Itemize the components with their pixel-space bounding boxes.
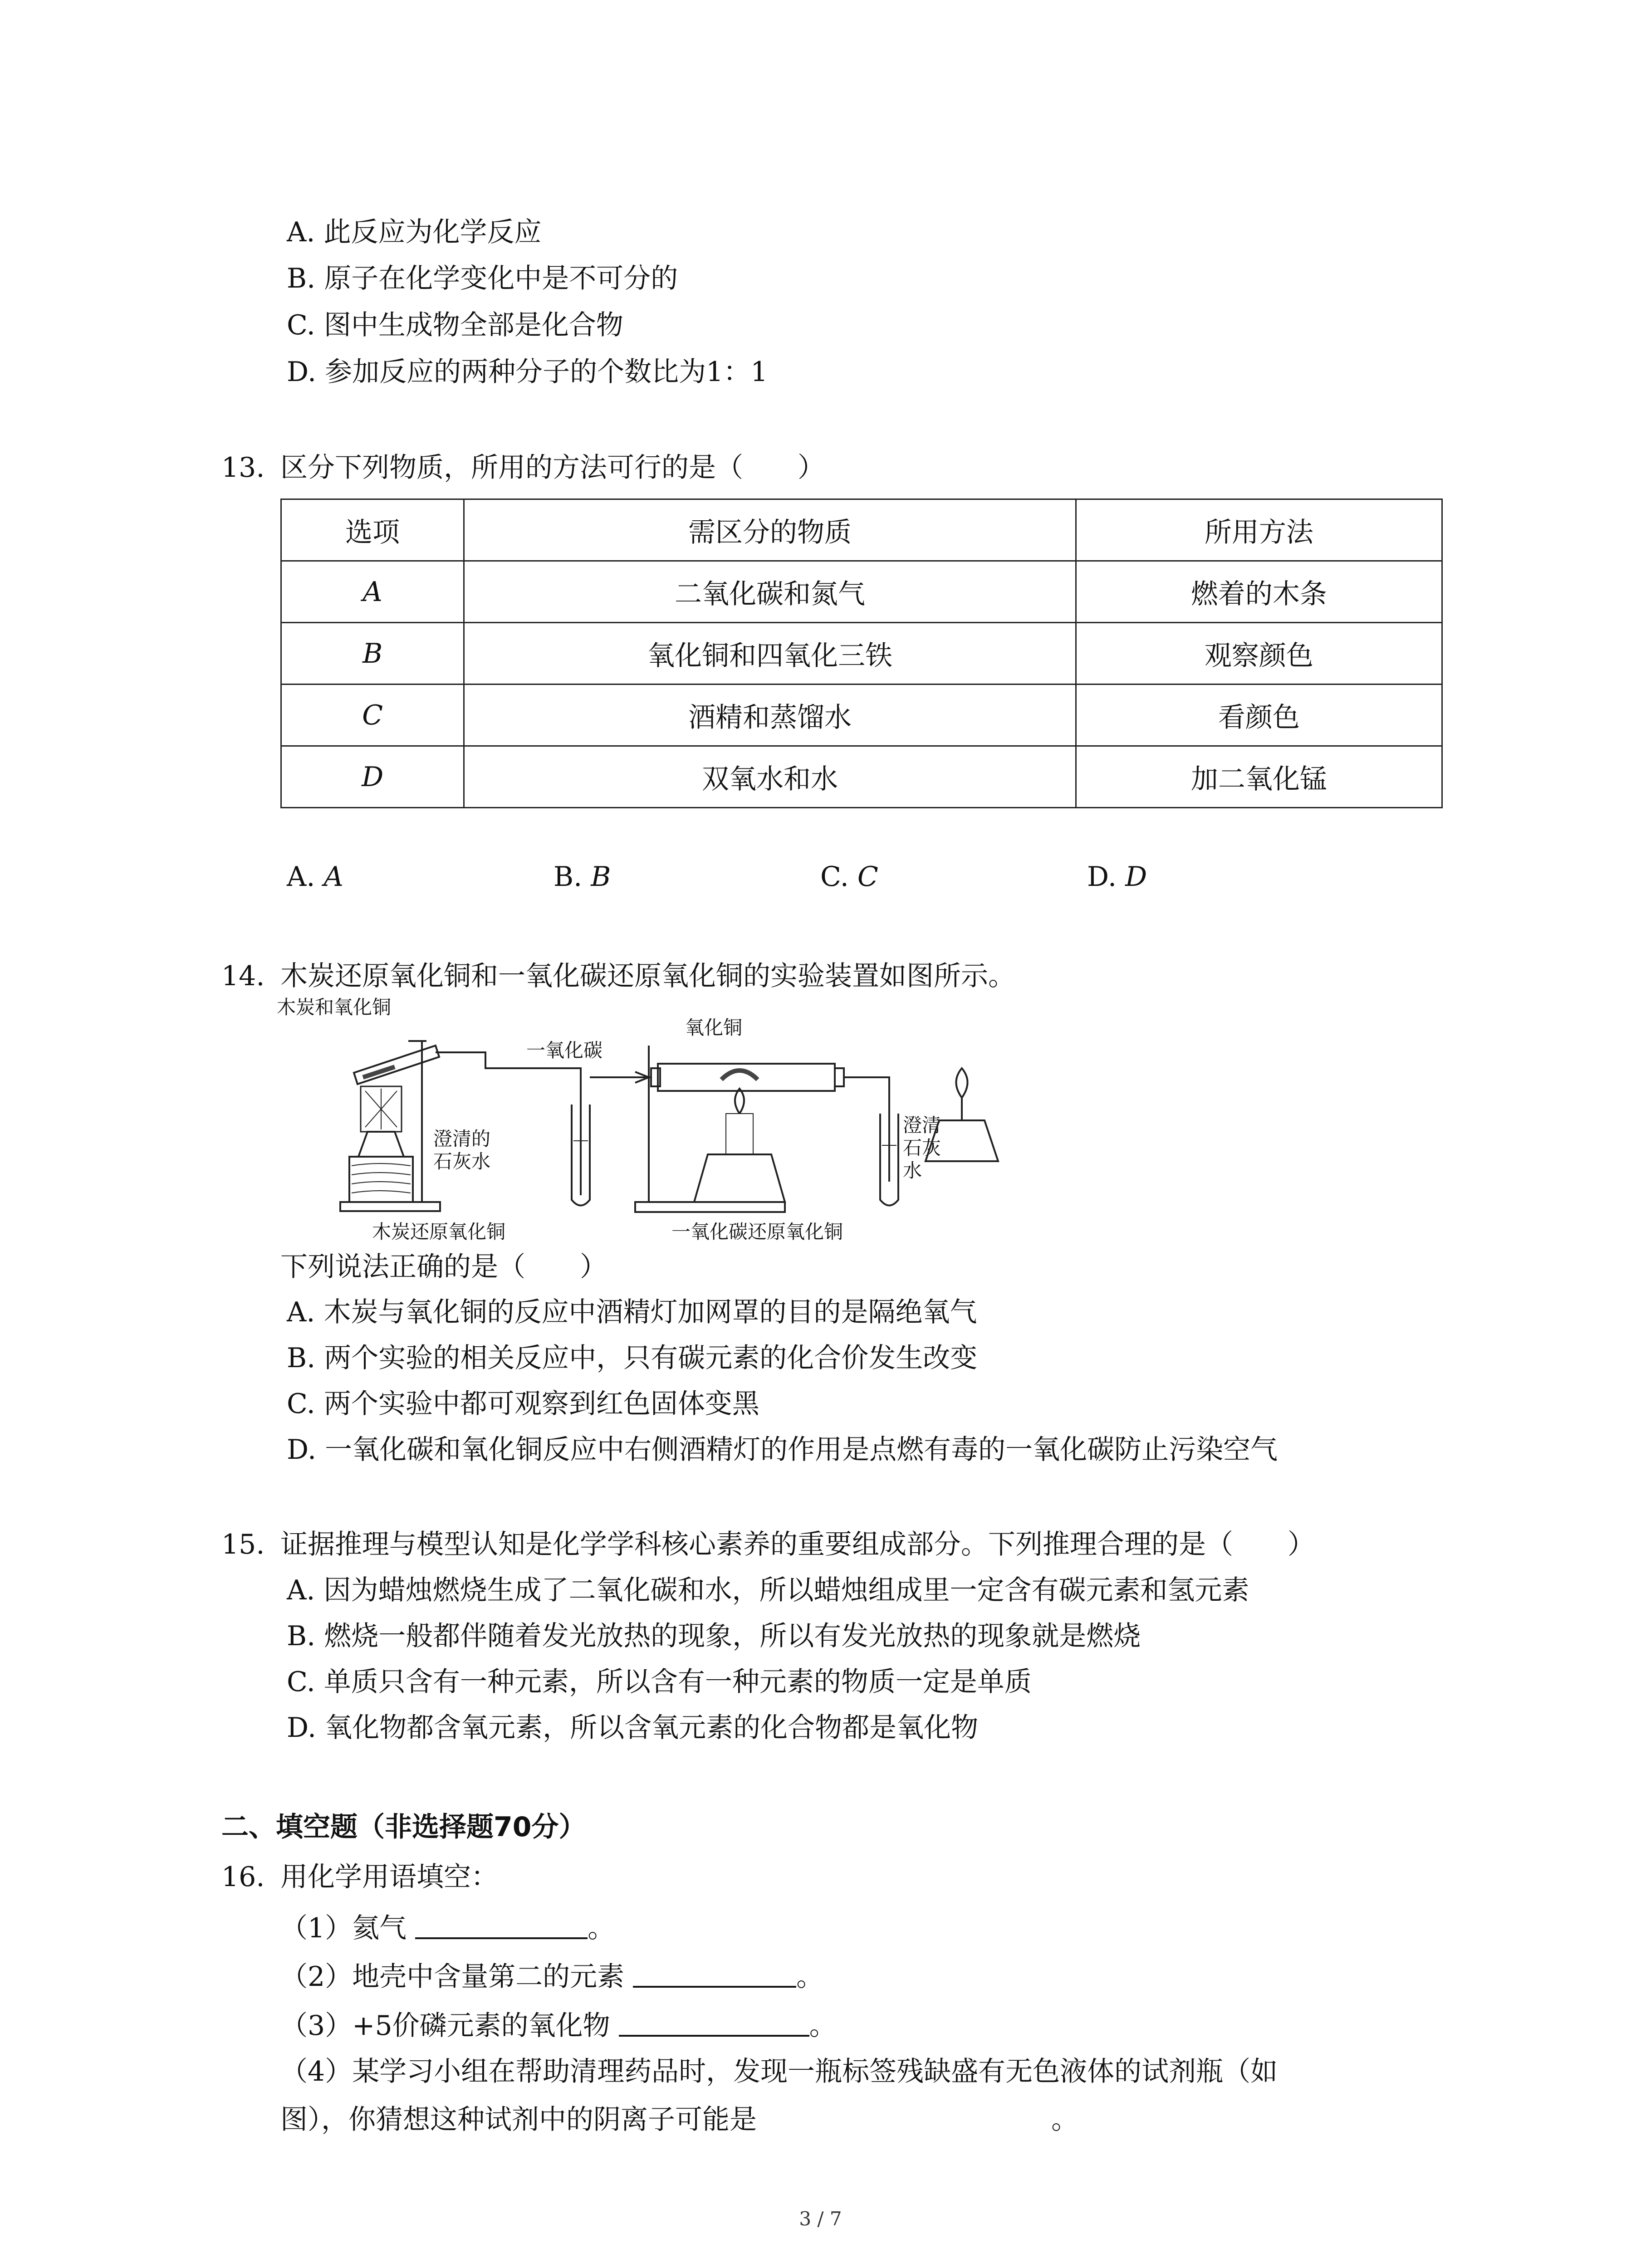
item-period: 。 xyxy=(588,1912,615,1944)
table-cell-substances: 双氧水和水 xyxy=(464,746,1076,808)
table-cell-method: 观察颜色 xyxy=(1076,623,1442,684)
stand-base xyxy=(340,1202,440,1211)
table-cell-substances: 氧化铜和四氧化三铁 xyxy=(464,623,1076,684)
left-caption: 木炭还原氧化铜 xyxy=(372,1221,506,1243)
table-row xyxy=(281,684,1442,746)
q15-option-a: A. 因为蜡烛燃烧生成了二氧化碳和水，所以蜡烛组成里一定含有碳元素和氢元素 xyxy=(287,1574,1249,1606)
q13-stem: 区分下列物质，所用的方法可行的是（ ） xyxy=(280,452,825,484)
alcohol-lamp-right xyxy=(926,1120,998,1161)
q15-stem: 证据推理与模型认知是化学学科核心素养的重要组成部分。下列推理合理的是（ ） xyxy=(280,1529,1315,1560)
q13-choice-d xyxy=(1087,861,1147,893)
label-limewater-right-3: 水 xyxy=(903,1159,922,1182)
item-text: （2）地壳中含量第二的元素 xyxy=(280,1961,625,1993)
q14-option-b: B. 两个实验的相关反应中，只有碳元素的化合价发生改变 xyxy=(287,1342,978,1374)
lamp-mantle xyxy=(726,1114,753,1154)
table-row xyxy=(281,746,1442,808)
q13-choice-a xyxy=(287,861,343,893)
q13-table xyxy=(280,499,1443,808)
answer-blank[interactable] xyxy=(619,2009,809,2037)
table-cell-method: 燃着的木条 xyxy=(1076,561,1442,623)
wood-grain xyxy=(352,1163,411,1193)
left-delivery-tube xyxy=(436,1052,581,1195)
item-period: 。 xyxy=(809,2010,837,2042)
table-cell-method: 加二氧化锰 xyxy=(1076,746,1442,808)
stopper-right xyxy=(835,1068,844,1086)
item-text: （1）氦气 xyxy=(280,1912,407,1944)
item-period: 。 xyxy=(1051,2104,1079,2136)
label-limewater-1: 澄清的 xyxy=(433,1128,491,1150)
q13-choice-b xyxy=(554,861,611,893)
q16-item-4-line-1: （4）某学习小组在帮助清理药品时，发现一瓶标签残缺盛有无色液体的试剂瓶（如 xyxy=(280,2056,1278,2087)
q14-stem: 木炭还原氧化铜和一氧化碳还原氧化铜的实验装置如图所示。 xyxy=(280,960,1015,992)
answer-blank[interactable] xyxy=(633,1960,796,1988)
q16-item-1 xyxy=(280,1912,615,1942)
choice-value: C xyxy=(857,861,878,893)
q14-option-c: C. 两个实验中都可观察到红色固体变黑 xyxy=(287,1388,759,1420)
q14-experiment-diagram xyxy=(272,996,941,1245)
item-text: 图），你猜想这种试剂中的阴离子可能是 xyxy=(280,2104,757,2136)
q13-number: 13. xyxy=(221,452,265,484)
table-header-cell: 所用方法 xyxy=(1076,499,1442,561)
alcohol-lamp-middle xyxy=(694,1154,785,1202)
choice-value: B xyxy=(591,861,611,893)
table-cell-option: A xyxy=(281,561,464,623)
q12-option-d: D. 参加反应的两种分子的个数比为1：1 xyxy=(287,356,768,388)
q14-option-d: D. 一氧化碳和氧化铜反应中右侧酒精灯的作用是点燃有毒的一氧化碳防止污染空气 xyxy=(287,1434,1278,1466)
table-cell-substances: 酒精和蒸馏水 xyxy=(464,684,1076,746)
mesh-lines xyxy=(365,1089,397,1129)
flame-right xyxy=(956,1068,968,1098)
choice-value: D xyxy=(1125,861,1147,893)
item-text: （3）+5价磷元素的氧化物 xyxy=(280,2010,610,2042)
q14-right-lamp xyxy=(916,1057,1007,1170)
label-limewater-2: 石灰水 xyxy=(433,1150,491,1173)
label-charcoal-copper-oxide: 木炭和氧化铜 xyxy=(277,996,392,1018)
table-cell-substances: 二氧化碳和氮气 xyxy=(464,561,1076,623)
q12-option-a: A. 此反应为化学反应 xyxy=(287,216,542,248)
q12-option-c: C. 图中生成物全部是化合物 xyxy=(287,309,623,341)
alcohol-lamp-left xyxy=(358,1132,404,1157)
label-cuo: 氧化铜 xyxy=(685,1017,743,1039)
hard-glass-tube xyxy=(658,1064,835,1091)
table-cell-option: C xyxy=(281,684,464,746)
table-row xyxy=(281,561,1442,623)
page-number: 3 / 7 xyxy=(799,2208,842,2230)
table-row xyxy=(281,623,1442,684)
table-header-row xyxy=(281,499,1442,561)
choice-letter: A. xyxy=(287,861,315,893)
choice-letter: C. xyxy=(820,861,849,893)
q15-number: 15. xyxy=(221,1529,265,1560)
choice-value: A xyxy=(323,861,343,893)
table-cell-method: 看颜色 xyxy=(1076,684,1442,746)
item-period: 。 xyxy=(796,1961,824,1993)
label-co: 一氧化碳 xyxy=(526,1039,603,1061)
q13-choice-c xyxy=(820,861,878,893)
table-header-cell: 选项 xyxy=(281,499,464,561)
stand-base-right xyxy=(635,1202,785,1212)
q14-prompt: 下列说法正确的是（ ） xyxy=(280,1251,607,1283)
label-limewater-right-1: 澄清 xyxy=(903,1114,941,1136)
q14-number: 14. xyxy=(221,960,265,992)
q16-item-3 xyxy=(280,2009,837,2042)
copper-oxide-powder xyxy=(721,1070,758,1080)
flame-middle xyxy=(735,1089,744,1114)
q14-option-a: A. 木炭与氧化铜的反应中酒精灯加网罩的目的是隔绝氧气 xyxy=(287,1296,977,1328)
label-limewater-right-2: 石灰 xyxy=(903,1137,941,1159)
table-header-cell: 需区分的物质 xyxy=(464,499,1076,561)
q15-option-c: C. 单质只含有一种元素，所以含有一种元素的物质一定是单质 xyxy=(287,1666,1032,1698)
table-cell-option: B xyxy=(281,623,464,684)
q16-item-4-line-2 xyxy=(280,2104,1079,2136)
q16-item-2 xyxy=(280,1960,824,1993)
right-caption: 一氧化碳还原氧化铜 xyxy=(671,1221,843,1243)
answer-blank[interactable] xyxy=(415,1912,588,1939)
q15-option-b: B. 燃烧一般都伴随着发光放热的现象，所以有发光放热的现象就是燃烧 xyxy=(287,1620,1141,1652)
choice-letter: D. xyxy=(1087,861,1117,893)
q16-number: 16. xyxy=(221,1861,265,1893)
choice-letter: B. xyxy=(554,861,583,893)
section-heading: 二、填空题（非选择题70分） xyxy=(221,1811,586,1843)
q16-stem: 用化学用语填空： xyxy=(280,1861,498,1893)
table-cell-option: D xyxy=(281,746,464,808)
q15-option-d: D. 氧化物都含氧元素，所以含氧元素的化合物都是氧化物 xyxy=(287,1712,979,1744)
q12-option-b: B. 原子在化学变化中是不可分的 xyxy=(287,263,678,294)
right-delivery-tube xyxy=(844,1077,889,1182)
